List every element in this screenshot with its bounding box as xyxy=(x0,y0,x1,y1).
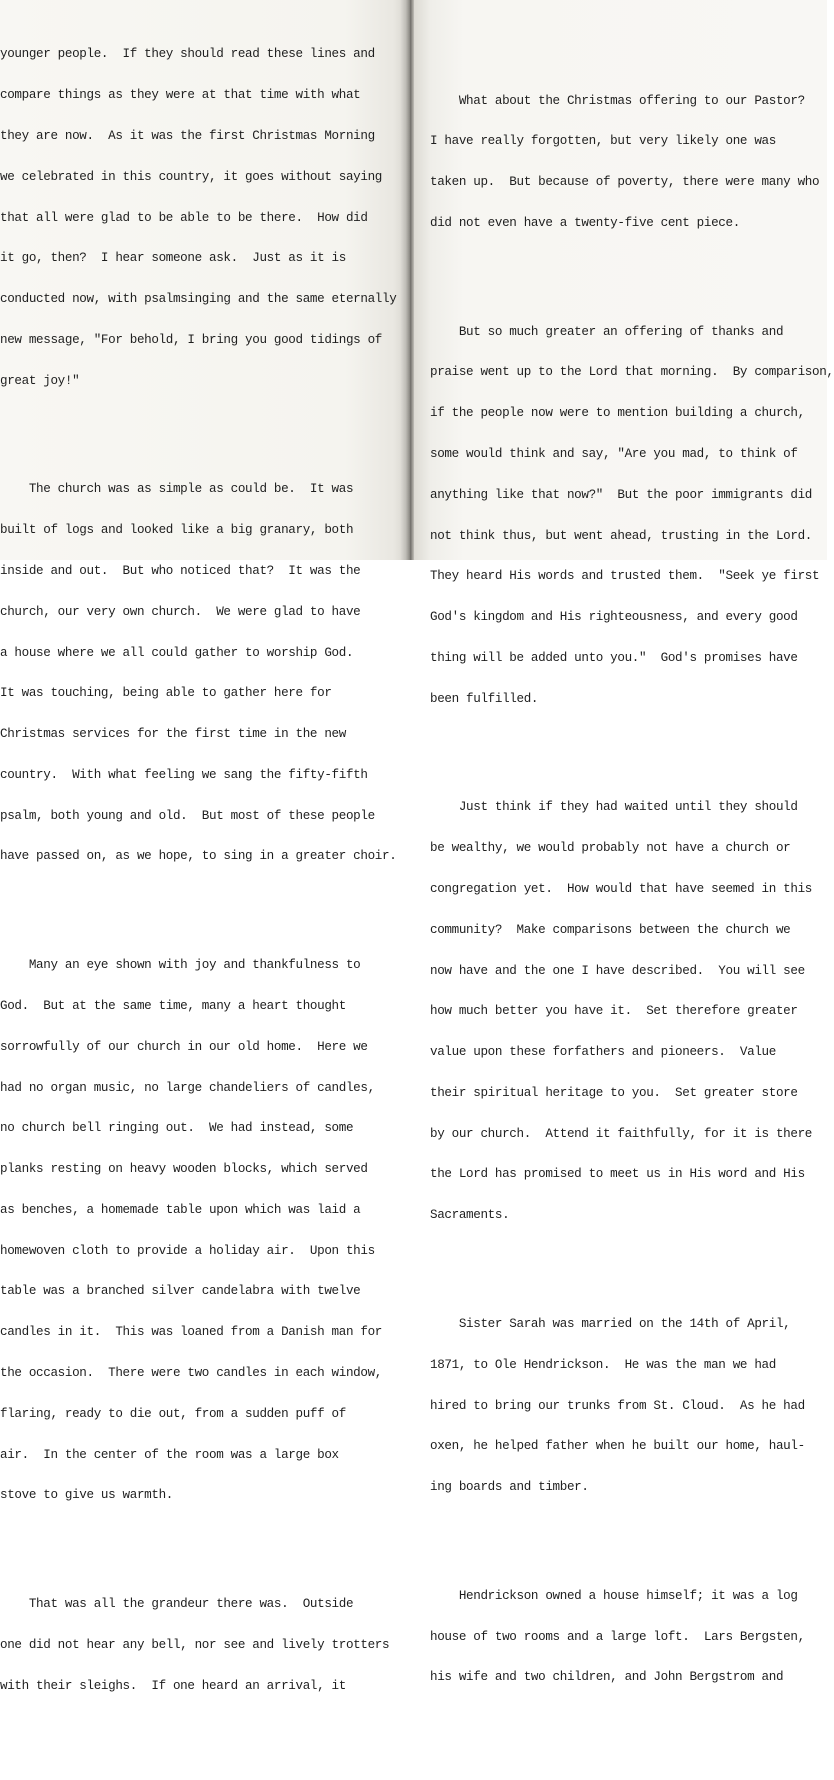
text-line: flaring, ready to die out, from a sudden puff of xyxy=(0,1406,346,1421)
text-line: What about the Christmas offering to our Pastor? xyxy=(430,93,805,108)
text-line: thing will be added unto you." God's promises have xyxy=(430,650,798,665)
text-line: by our church. Attend it faithfully, for it is there xyxy=(430,1126,812,1141)
text-line: no church bell ringing out. We had instead, some xyxy=(0,1121,354,1136)
right-paragraph-3 xyxy=(430,774,827,1250)
text-line: Just think if they had waited until they should xyxy=(430,800,798,815)
text-line: country. With what feeling we sang the fifty-fifth xyxy=(0,767,368,782)
text-line: I have really forgotten, but very likely one was xyxy=(430,134,776,149)
text-line: God's kingdom and His righteousness, and every good xyxy=(430,610,798,625)
text-line: God. But at the same time, many a heart thought xyxy=(0,998,346,1013)
text-line: they are now. As it was the first Christmas Morning xyxy=(0,128,375,143)
text-line: the Lord has promised to meet us in His word and His xyxy=(430,1167,805,1182)
text-line: compare things as they were at that time with what xyxy=(0,88,361,103)
text-line: It was touching, being able to gather here for xyxy=(0,686,332,701)
text-line: value upon these forfathers and pioneers. Value xyxy=(430,1045,776,1060)
text-line: sorrowfully of our church in our old home. Here we xyxy=(0,1039,368,1054)
text-line: now have and the one I have described. You will see xyxy=(430,963,805,978)
text-line: congregation yet. How would that have seemed in this xyxy=(430,882,812,896)
right-paragraph-1 xyxy=(430,67,827,257)
text-line: that all were glad to be able to be there. How did xyxy=(0,210,368,225)
text-line: their spiritual heritage to you. Set greater store xyxy=(430,1085,798,1100)
left-paragraph-2 xyxy=(0,456,396,891)
text-line: candles in it. This was loaned from a Danish man for xyxy=(0,1325,382,1340)
text-line: anything like that now?" But the poor immigrants did xyxy=(430,487,812,502)
text-line: stove to give us warmth. xyxy=(0,1488,173,1503)
text-line: church, our very own church. We were glad to have xyxy=(0,604,361,619)
text-line: The church was as simple as could be. It was xyxy=(0,482,354,497)
text-line: been fulfilled. xyxy=(430,691,539,706)
text-line: younger people. If they should read these lines and xyxy=(0,47,375,62)
text-line: built of logs and looked like a big granary, both xyxy=(0,523,354,538)
text-line: new message, "For behold, I bring you good tidings of xyxy=(0,332,382,347)
left-page xyxy=(0,0,406,1693)
text-line: the occasion. There were two candles in each window, xyxy=(0,1365,382,1380)
left-paragraph-4 xyxy=(0,1571,396,1721)
text-line: table was a branched silver candelabra with twelve xyxy=(0,1284,361,1299)
text-line: Hendrickson owned a house himself; it was a log xyxy=(430,1588,798,1603)
book-gutter xyxy=(406,0,414,560)
text-line: homewoven cloth to provide a holiday air. Upon this xyxy=(0,1243,375,1258)
text-line: as benches, a homemade table upon which was laid a xyxy=(0,1202,361,1217)
text-line: great joy!" xyxy=(0,373,80,388)
right-paragraph-5 xyxy=(430,1563,827,1713)
text-line: ing boards and timber. xyxy=(430,1480,589,1495)
text-line: air. In the center of the room was a large box xyxy=(0,1447,339,1462)
text-line: how much better you have it. Set therefore greater xyxy=(430,1004,798,1019)
text-line: have passed on, as we hope, to sing in a greater choir. xyxy=(0,849,397,864)
text-line: taken up. But because of poverty, there were many who xyxy=(430,175,820,190)
left-paragraph-1 xyxy=(0,21,396,415)
text-line: oxen, he helped father when he built our home, haul- xyxy=(430,1439,805,1454)
text-line: Many an eye shown with joy and thankfulness to xyxy=(0,958,361,973)
right-page xyxy=(414,0,834,1685)
text-line: community? Make comparisons between the church we xyxy=(430,922,791,937)
text-line: be wealthy, we would probably not have a church or xyxy=(430,841,791,856)
text-line: did not even have a twenty-five cent piece. xyxy=(430,215,740,230)
left-paragraph-3 xyxy=(0,932,396,1530)
text-line: it go, then? I hear someone ask. Just as it is xyxy=(0,251,346,266)
text-line: one did not hear any bell, nor see and lively trotters xyxy=(0,1637,390,1652)
text-line: house of two rooms and a large loft. Lars Bergsten, xyxy=(430,1629,805,1644)
text-line: praise went up to the Lord that morning. By comparison, xyxy=(430,365,834,380)
text-line: Sacraments. xyxy=(430,1208,510,1223)
text-line: But so much greater an offering of thanks and xyxy=(430,324,784,339)
text-line: conducted now, with psalmsinging and the same eternally xyxy=(0,292,397,307)
text-line: planks resting on heavy wooden blocks, which served xyxy=(0,1162,368,1177)
text-line: his wife and two children, and John Bergstrom and xyxy=(430,1670,784,1685)
text-line: a house where we all could gather to worship God. xyxy=(0,645,354,660)
right-page-text xyxy=(430,27,834,1753)
text-line: inside and out. But who noticed that? It was the xyxy=(0,563,361,578)
left-page-text xyxy=(0,0,396,1761)
text-line: That was all the grandeur there was. Outside xyxy=(0,1597,354,1612)
text-line: psalm, both young and old. But most of these people xyxy=(0,808,375,823)
text-line: Sister Sarah was married on the 14th of April, xyxy=(430,1317,791,1331)
text-line: some would think and say, "Are you mad, to think of xyxy=(430,447,798,461)
text-line: had no organ music, no large chandeliers of candles, xyxy=(0,1080,375,1095)
text-line: with their sleighs. If one heard an arrival, it xyxy=(0,1678,346,1693)
text-line: if the people now were to mention building a church, xyxy=(430,406,805,421)
right-paragraph-2 xyxy=(430,298,834,733)
right-paragraph-4 xyxy=(430,1291,827,1522)
text-line: They heard His words and trusted them. "Seek ye first xyxy=(430,569,820,584)
text-line: 1871, to Ole Hendrickson. He was the man we had xyxy=(430,1357,776,1372)
text-line: Christmas services for the first time in the new xyxy=(0,727,346,742)
text-line: hired to bring our trunks from St. Cloud. As he had xyxy=(430,1398,805,1413)
text-line: we celebrated in this country, it goes without saying xyxy=(0,169,382,184)
text-line: not think thus, but went ahead, trusting in the Lord. xyxy=(430,528,812,543)
left-page-edge-shadow xyxy=(400,0,406,560)
